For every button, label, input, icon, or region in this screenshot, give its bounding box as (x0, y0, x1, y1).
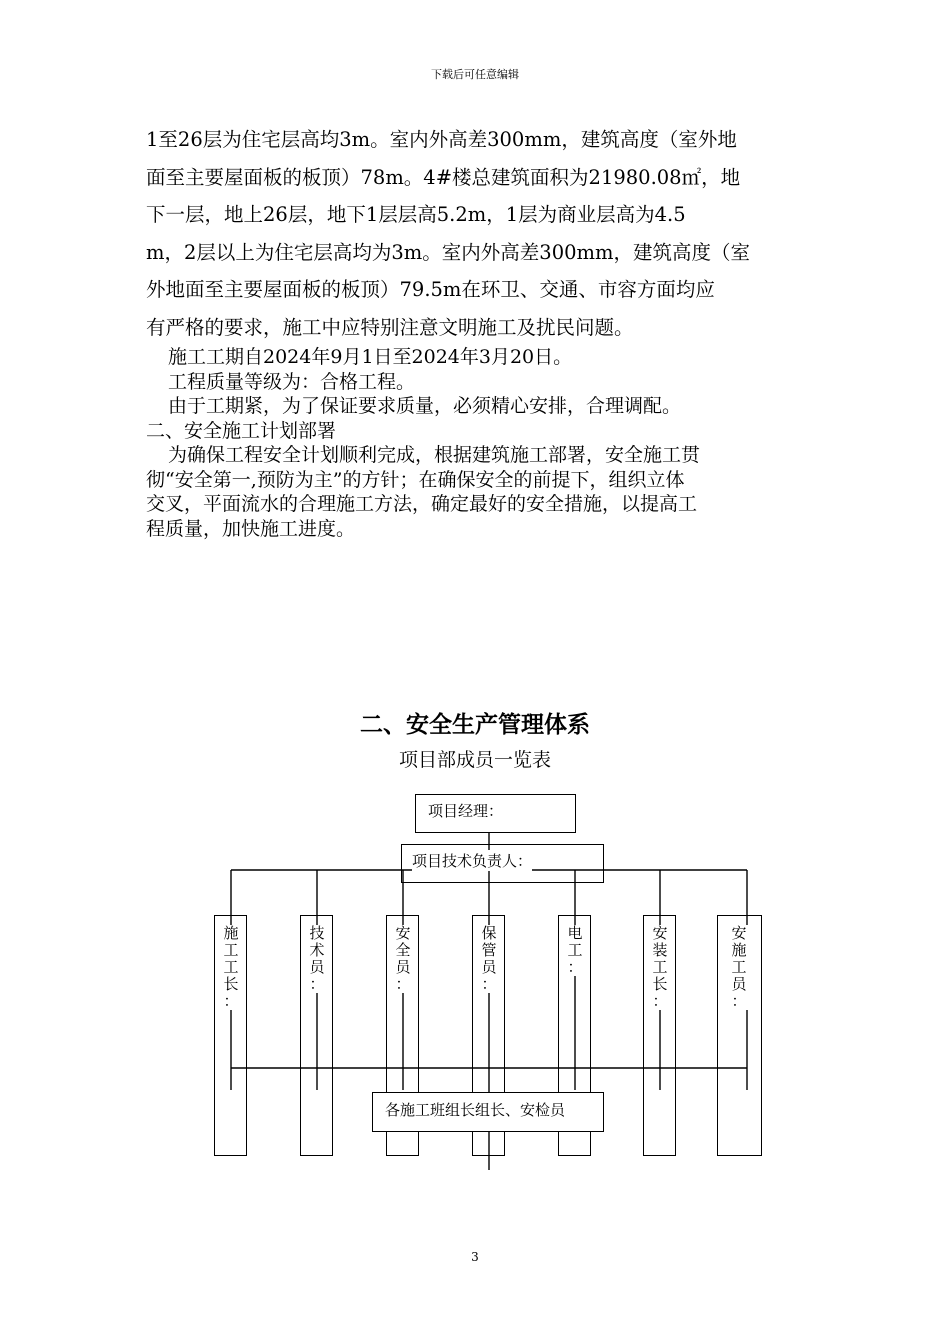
paragraph-line: 程质量，加快施工进度。 (146, 517, 356, 540)
role-label-char: 施 (223, 924, 239, 942)
role-label-char: 保 (481, 924, 497, 942)
role-label-char: 员 (395, 958, 411, 976)
role-label-char: ： (309, 975, 325, 993)
teams-label: 各施工班组长组长、安检员 (385, 1101, 566, 1119)
role-label-char: 安 (652, 924, 668, 942)
role-label-char: 员 (481, 958, 497, 976)
role-label-char: 工 (223, 958, 239, 976)
role-label-char: ： (731, 992, 747, 1010)
role-label-char: 术 (309, 941, 325, 959)
role-label (308, 925, 326, 993)
role-label-char: 安 (731, 924, 747, 942)
role-label-char: 施 (731, 941, 747, 959)
role-label (394, 925, 412, 993)
paragraph-line: 下一层，地上26层，地下1层层高5.2m，1层为商业层高为4.5 (146, 203, 686, 226)
paragraph-line: 有严格的要求，施工中应特别注意文明施工及扰民问题。 (146, 315, 634, 339)
role-label-char: ： (223, 992, 239, 1010)
role-label-char: 长 (223, 975, 239, 993)
tech-lead-label: 项目技术负责人： (412, 852, 533, 870)
role-label-char: 技 (309, 924, 325, 942)
quality-line: 工程质量等级为：合格工程。 (168, 370, 416, 393)
role-label-char: 工 (652, 958, 668, 976)
section-heading: 二、安全施工计划部署 (146, 419, 337, 442)
schedule-line: 施工工期自2024年9月1日至2024年3月20日。 (168, 346, 573, 368)
header-note: 下载后可任意编辑 (431, 68, 519, 81)
role-label (222, 925, 240, 1010)
project-manager-label: 项目经理： (428, 802, 504, 820)
role-label-char: 安 (395, 924, 411, 942)
role-label-char: 工 (567, 941, 583, 959)
role-label-char: 工 (223, 941, 239, 959)
role-label (566, 925, 584, 976)
paragraph-line: 为确保工程安全计划顺利完成，根据建筑施工部署，安全施工贯 (168, 444, 701, 466)
role-label-char: 长 (652, 975, 668, 993)
role-label-char: 管 (481, 941, 497, 959)
page-number: 3 (471, 1250, 479, 1264)
paragraph-line: 交叉，平面流水的合理施工方法，确定最好的安全措施，以提高工 (146, 493, 698, 515)
table-title: 项目部成员一览表 (398, 749, 551, 771)
paragraph-line: m，2层以上为住宅层高均为3m。室内外高差300mm，建筑高度（室 (146, 240, 750, 264)
arrangement-line: 由于工期紧，为了保证要求质量，必须精心安排，合理调配。 (168, 395, 682, 417)
paragraph-line: 彻“安全第一,预防为主”的方针；在确保安全的前提下，组织立体 (146, 468, 685, 491)
role-label-char: 电 (567, 924, 583, 942)
chapter-title: 二、安全生产管理体系 (360, 712, 590, 738)
role-label-char: 工 (731, 958, 747, 976)
role-label-char: ： (567, 958, 583, 976)
role-label-char: 装 (652, 941, 668, 959)
role-label-char: ： (395, 975, 411, 993)
role-label-char: ： (652, 992, 668, 1010)
paragraph-line: 1至26层为住宅层高均3m。室内外高差300mm，建筑高度（室外地 (146, 128, 737, 151)
role-label-char: 员 (731, 975, 747, 993)
role-label (651, 925, 669, 1010)
role-label-char: ： (481, 975, 497, 993)
paragraph-line: 外地面至主要屋面板的板顶）79.5m在环卫、交通、市容方面均应 (146, 278, 715, 301)
role-label (480, 925, 498, 993)
role-label-char: 员 (309, 958, 325, 976)
role-label (730, 925, 748, 1010)
role-label-char: 全 (395, 941, 411, 959)
paragraph-line: 面至主要屋面板的板顶）78m。4#楼总建筑面积为21980.08㎡，地 (146, 165, 741, 189)
